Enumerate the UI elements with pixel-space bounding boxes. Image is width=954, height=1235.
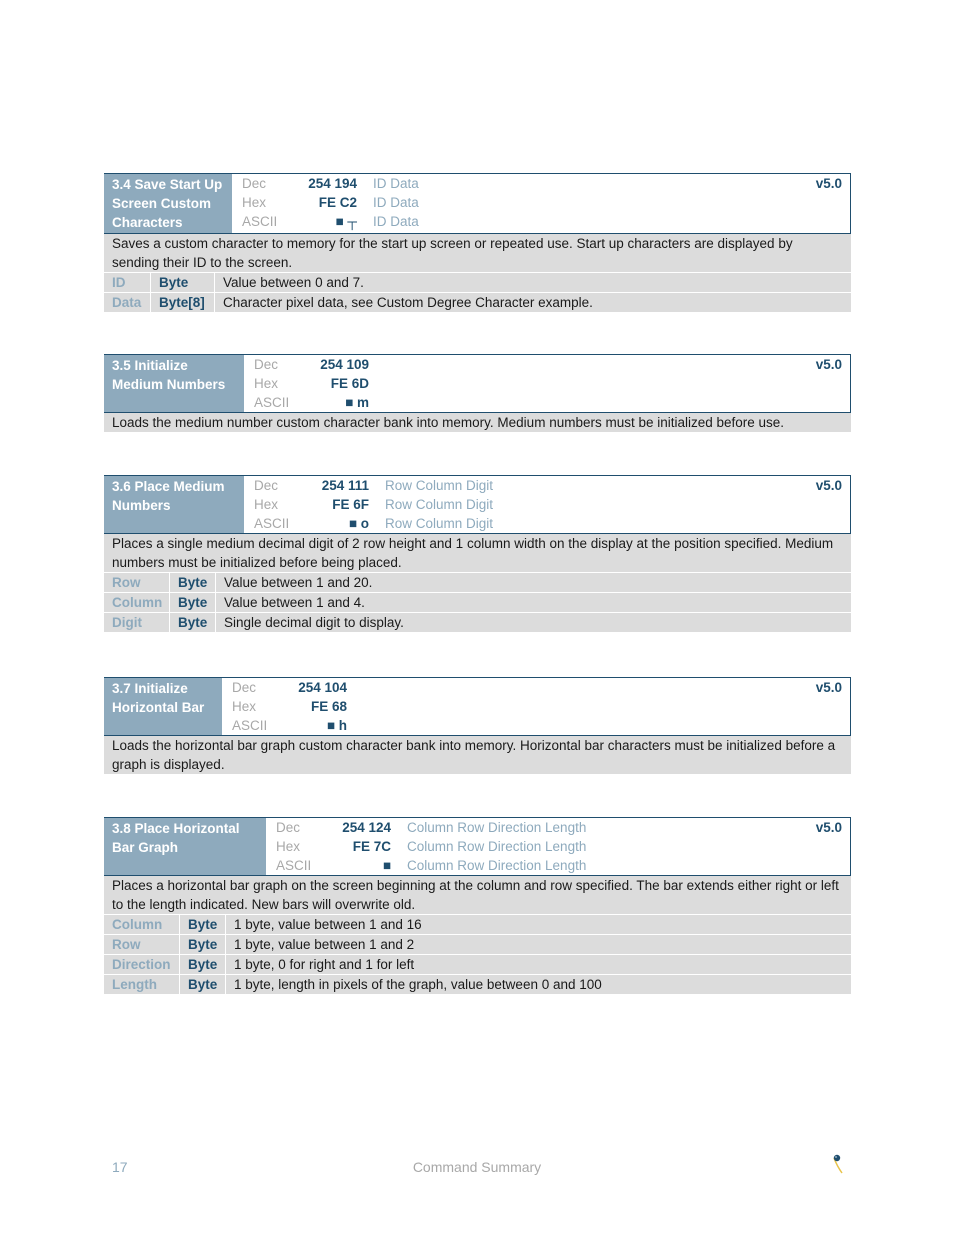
param-desc: Character pixel data, see Custom Degree Character example. <box>223 295 593 310</box>
ascii-label: ASCII <box>254 516 290 531</box>
version-label: v5.0 <box>815 357 842 372</box>
command-block <box>104 475 851 633</box>
param-type: Byte <box>151 273 215 292</box>
param-type: Byte <box>170 573 216 592</box>
dec-value: 254 124 <box>342 820 391 835</box>
param-type: Byte <box>180 955 226 974</box>
section-title: Command Summary <box>412 1159 542 1175</box>
command-header <box>104 817 851 876</box>
param-type: Byte <box>170 613 216 632</box>
hex-value: FE 7C <box>352 839 391 854</box>
param-row <box>104 613 851 633</box>
command-description: Places a single medium decimal digit of 2 row height and 1 column width on the display at the position specified. Medium numbers must be initialized before being placed. <box>104 534 851 573</box>
param-desc: 1 byte, value between 1 and 16 <box>234 917 422 932</box>
ascii-value: ■ h <box>326 718 347 733</box>
ascii-value: ■ <box>382 858 391 873</box>
command-codes <box>222 678 850 735</box>
param-type: Byte <box>180 975 226 994</box>
hex-label: Hex <box>254 497 279 512</box>
params-dec: Column Row Direction Length <box>407 820 587 835</box>
dec-label: Dec <box>242 176 267 191</box>
hex-value: FE C2 <box>318 195 357 210</box>
ascii-label: ASCII <box>232 718 268 733</box>
param-row <box>104 915 851 935</box>
param-desc: 1 byte, 0 for right and 1 for left <box>234 957 415 972</box>
version-label: v5.0 <box>815 680 842 695</box>
dec-label: Dec <box>254 357 279 372</box>
dec-value: 254 111 <box>321 478 369 493</box>
version-label: v5.0 <box>815 478 842 493</box>
ascii-label: ASCII <box>276 858 312 873</box>
command-header <box>104 475 851 534</box>
command-title: 3.7 Initialize Horizontal Bar <box>104 678 222 735</box>
command-block <box>104 677 851 775</box>
params-ascii: ID Data <box>373 214 419 229</box>
version-label: v5.0 <box>815 820 842 835</box>
dec-label: Dec <box>254 478 279 493</box>
param-row <box>104 573 851 593</box>
hex-label: Hex <box>232 699 257 714</box>
command-block <box>104 354 851 433</box>
ascii-label: ASCII <box>242 214 278 229</box>
page-number: 17 <box>112 1159 128 1175</box>
command-title: 3.5 Initialize Medium Numbers <box>104 355 244 412</box>
param-name: Column <box>104 593 170 612</box>
param-desc: Single decimal digit to display. <box>224 615 404 630</box>
param-desc: 1 byte, length in pixels of the graph, value between 0 and 100 <box>234 977 602 992</box>
params-dec: Row Column Digit <box>385 478 494 493</box>
command-title: 3.6 Place Medium Numbers <box>104 476 244 533</box>
command-codes <box>232 174 850 233</box>
dec-label: Dec <box>232 680 257 695</box>
ascii-label: ASCII <box>254 395 290 410</box>
param-name: Data <box>104 293 151 312</box>
command-header <box>104 354 851 413</box>
command-title: 3.8 Place Horizontal Bar Graph <box>104 818 266 875</box>
logo-icon <box>828 1152 846 1174</box>
param-row <box>104 593 851 613</box>
command-description: Places a horizontal bar graph on the screen beginning at the column and row specified. The bar extends either right or left to the length indicated. New bars will overwrite old. <box>104 876 851 915</box>
command-block <box>104 817 851 995</box>
param-name: Row <box>104 573 170 592</box>
command-codes <box>244 355 850 412</box>
command-title: 3.4 Save Start Up Screen Custom Characters <box>104 174 232 233</box>
param-name: Direction <box>104 955 180 974</box>
param-desc: Value between 0 and 7. <box>223 275 364 290</box>
version-label: v5.0 <box>815 176 842 191</box>
param-name: ID <box>104 273 151 292</box>
param-type: Byte <box>180 915 226 934</box>
dec-value: 254 104 <box>298 680 347 695</box>
param-type: Byte[8] <box>151 293 215 312</box>
params-hex: Row Column Digit <box>385 497 494 512</box>
param-name: Length <box>104 975 180 994</box>
param-name: Row <box>104 935 180 954</box>
command-description: Loads the horizontal bar graph custom character bank into memory. Horizontal bar characters must be initialized before a graph is displayed. <box>104 736 851 775</box>
param-row <box>104 955 851 975</box>
params-dec: ID Data <box>373 176 419 191</box>
dec-value: 254 109 <box>320 357 369 372</box>
hex-value: FE 6F <box>332 497 369 512</box>
command-description: Saves a custom character to memory for the start up screen or repeated use. Start up characters are displayed by sending their ID to the screen. <box>104 234 851 273</box>
param-row <box>104 293 851 313</box>
param-desc: Value between 1 and 4. <box>224 595 365 610</box>
command-header <box>104 677 851 736</box>
command-header <box>104 173 851 234</box>
command-codes <box>244 476 850 533</box>
dec-value: 254 194 <box>308 176 357 191</box>
hex-label: Hex <box>276 839 301 854</box>
dec-label: Dec <box>276 820 301 835</box>
ascii-value: ■ m <box>345 395 369 410</box>
command-block <box>104 173 851 313</box>
param-row <box>104 273 851 293</box>
params-ascii: Column Row Direction Length <box>407 858 587 873</box>
hex-label: Hex <box>242 195 267 210</box>
param-desc: Value between 1 and 20. <box>224 575 373 590</box>
hex-value: FE 68 <box>310 699 347 714</box>
params-hex: Column Row Direction Length <box>407 839 587 854</box>
param-desc: 1 byte, value between 1 and 2 <box>234 937 415 952</box>
hex-label: Hex <box>254 376 279 391</box>
ascii-value: ■ o <box>348 516 369 531</box>
ascii-value: ■ ┬ <box>335 214 357 229</box>
command-codes <box>266 818 850 875</box>
param-name: Column <box>104 915 180 934</box>
param-name: Digit <box>104 613 170 632</box>
hex-value: FE 6D <box>330 376 369 391</box>
param-row <box>104 935 851 955</box>
params-hex: ID Data <box>373 195 419 210</box>
params-ascii: Row Column Digit <box>385 516 494 531</box>
param-row <box>104 975 851 995</box>
command-description: Loads the medium number custom character bank into memory. Medium numbers must be initialized before use. <box>104 413 851 433</box>
param-type: Byte <box>180 935 226 954</box>
param-type: Byte <box>170 593 216 612</box>
